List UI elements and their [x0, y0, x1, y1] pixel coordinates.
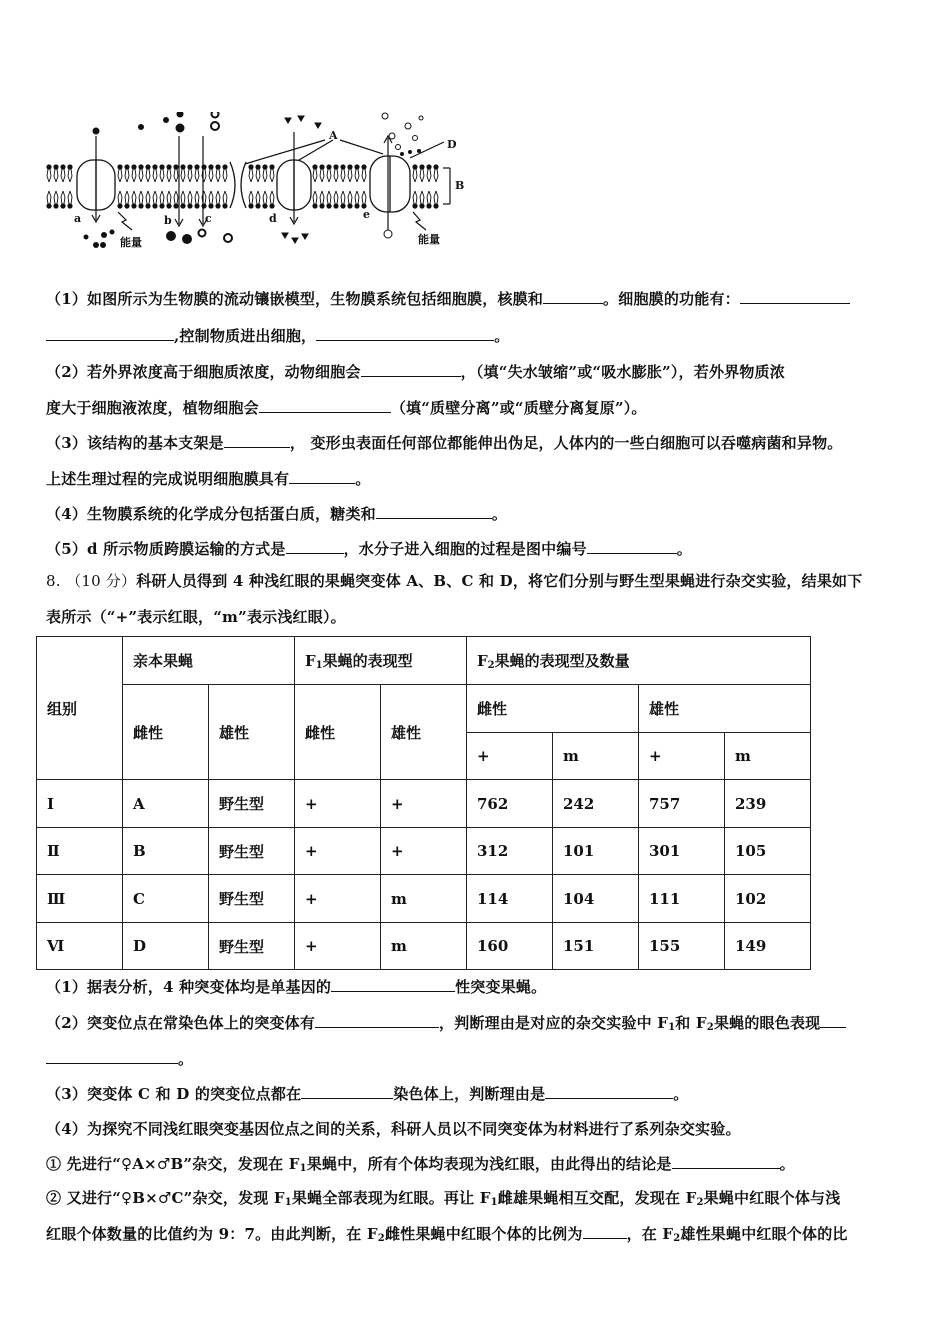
header-f2-female: 雌性 — [467, 685, 639, 733]
q7-blank-2[interactable] — [740, 289, 850, 304]
q8-blank-5[interactable] — [545, 1084, 673, 1099]
header-f1-male: 雄性 — [381, 685, 467, 780]
header-f2-male-m: m — [725, 733, 811, 780]
table-row — [37, 780, 811, 828]
q8-sub2-line2: 。 — [46, 1048, 193, 1069]
q8-blank-1[interactable] — [331, 977, 455, 992]
q7-part2-line2: 度大于细胞液浓度，植物细胞会 （填“质壁分离”或“质壁分离复原”）。 — [46, 399, 647, 417]
header-group: 组别 — [37, 637, 123, 780]
label-a: a — [74, 212, 82, 225]
table-cell: 312 — [467, 828, 553, 875]
table-cell: + — [295, 828, 381, 875]
q7-part1-line1: （1）如图所示为生物膜的流动镶嵌模型，生物膜系统包括细胞膜，核膜和 。细胞膜的功能有： — [46, 288, 850, 309]
q8-intro-line1: 8. （10 分）科研人员得到 4 种浅红眼的果蝇突变体 A、B、C 和 D，将它们分别与野生型果蝇进行杂交实验，结果如下 — [46, 572, 863, 590]
q7-part5: （5）d 所示物质跨膜运输的方式是 ，水分子进入细胞的过程是图中编号 。 — [46, 540, 692, 558]
energy-label-left: 能量 — [120, 236, 142, 249]
q8-sub1: （1）据表分析，4 种突变体均是单基因的 性突变果蝇。 — [46, 978, 547, 996]
header-f2-female-m: m — [553, 733, 639, 780]
header-f2-female-plus: + — [467, 733, 553, 780]
table-cell: D — [123, 923, 209, 970]
q7-part1-line2: ,控制物质进出细胞， 。 — [46, 325, 509, 346]
table-cell: + — [295, 875, 381, 923]
q7-blank-4[interactable] — [316, 326, 494, 341]
q7-blank-8[interactable] — [289, 469, 355, 484]
q7-blank-3[interactable] — [46, 326, 174, 341]
table-cell: 151 — [553, 923, 639, 970]
table-cell: 242 — [553, 780, 639, 828]
header-f1: $F_1$果蝇的表现型 — [295, 637, 467, 685]
q8-cross1: ① 先进行“♀A×♂B”杂交，发现在 $F_1$果蝇中，所有个体均表现为浅红眼，由此得出的结论是 。 — [46, 1155, 795, 1174]
table-cell: 155 — [639, 923, 725, 970]
q8-cross2-line1: ② 又进行“♀B×♂C”杂交，发现 $F_1$果蝇全部表现为红眼。再让 $F_1$雌雄果蝇相互交配，发现在 $F_2$果蝇中红眼个体与浅 — [46, 1189, 841, 1208]
label-e: e — [363, 208, 370, 221]
q8-sub4: （4）为探究不同浅红眼突变基因位点之间的关系，科研人员以不同突变体为材料进行了系列杂交实验。 — [46, 1120, 741, 1138]
results-table — [36, 636, 811, 970]
header-f1-female: 雌性 — [295, 685, 381, 780]
q7-part2-line1: （2）若外界浓度高于细胞质浓度，动物细胞会 ，（填“失水皱缩”或“吸水膨胀”），若外界物质浓 — [46, 363, 785, 381]
q8-intro-line2: 表所示（“+”表示红眼，“m”表示浅红眼）。 — [46, 608, 346, 626]
q8-blank-7[interactable] — [583, 1224, 627, 1239]
table-cell: C — [123, 875, 209, 923]
label-d: d — [269, 212, 277, 225]
table-cell: 301 — [639, 828, 725, 875]
table-cell: A — [123, 780, 209, 828]
table-cell: 111 — [639, 875, 725, 923]
q7-blank-9[interactable] — [376, 504, 492, 519]
table-cell: 757 — [639, 780, 725, 828]
table-cell: 762 — [467, 780, 553, 828]
table-cell: 野生型 — [209, 780, 295, 828]
q7-part3-line1: （3）该结构的基本支架是 ， 变形虫表面任何部位都能伸出伪足，人体内的一些白细胞可以吞噬病菌和异物。 — [46, 434, 843, 452]
q8-blank-4[interactable] — [301, 1084, 393, 1099]
q8-sub2-line1: （2）突变位点在常染色体上的突变体有 ，判断理由是对应的杂交实验中 $F_1$和 $F_2$果蝇的眼色表现 — [46, 1012, 846, 1033]
table-cell: B — [123, 828, 209, 875]
table-cell: 101 — [553, 828, 639, 875]
table-row — [37, 875, 811, 923]
table-cell: m — [381, 875, 467, 923]
header-parents: 亲本果蝇 — [123, 637, 295, 685]
q8-cross2-line2: 红眼个体数量的比值约为 9：7。由此判断，在 $F_2$雌性果蝇中红眼个体的比例为 ，在 $F_2$雄性果蝇中红眼个体的比 — [46, 1225, 848, 1244]
table-cell: + — [381, 828, 467, 875]
energy-label-right: 能量 — [418, 233, 440, 246]
label-b: b — [164, 214, 172, 227]
label-B: B — [455, 179, 465, 192]
table-cell: Ⅰ — [37, 780, 123, 828]
q8-sub3: （3）突变体 C 和 D 的突变位点都在 染色体上，判断理由是 。 — [46, 1085, 689, 1103]
q8-blank-6[interactable] — [672, 1154, 780, 1169]
table-cell: 105 — [725, 828, 811, 875]
header-f2-male-plus: + — [639, 733, 725, 780]
q7-part3-line2: 上述生理过程的完成说明细胞膜具有 。 — [46, 470, 371, 488]
q8-blank-3a[interactable] — [820, 1013, 846, 1028]
label-c: c — [205, 212, 212, 225]
table-cell: + — [381, 780, 467, 828]
table-cell: Ⅱ — [37, 828, 123, 875]
q7-blank-1[interactable] — [543, 289, 603, 304]
label-D: D — [447, 138, 457, 151]
table-cell: m — [381, 923, 467, 970]
q7-blank-5[interactable] — [361, 362, 461, 377]
table-cell: 野生型 — [209, 875, 295, 923]
q8-blank-2[interactable] — [315, 1013, 439, 1028]
table-cell: 160 — [467, 923, 553, 970]
label-A: A — [329, 129, 338, 142]
table-cell: + — [295, 923, 381, 970]
header-f2-male: 雄性 — [639, 685, 811, 733]
q7-blank-11[interactable] — [587, 539, 677, 554]
table-cell: Ⅵ — [37, 923, 123, 970]
q7-part4: （4）生物膜系统的化学成分包括蛋白质，糖类和 。 — [46, 505, 508, 523]
table-row — [37, 828, 811, 875]
table-cell: 104 — [553, 875, 639, 923]
q8-blank-3b[interactable] — [46, 1049, 178, 1064]
header-parent-female: 雌性 — [123, 685, 209, 780]
q7-blank-10[interactable] — [286, 539, 344, 554]
table-cell: 239 — [725, 780, 811, 828]
header-parent-male: 雄性 — [209, 685, 295, 780]
table-cell: 114 — [467, 875, 553, 923]
membrane-diagram — [40, 112, 480, 252]
table-cell: Ⅲ — [37, 875, 123, 923]
header-f2: $F_2$果蝇的表现型及数量 — [467, 637, 811, 685]
table-cell: 149 — [725, 923, 811, 970]
table-cell: 野生型 — [209, 923, 295, 970]
table-cell: 102 — [725, 875, 811, 923]
table-cell: 野生型 — [209, 828, 295, 875]
table-row — [37, 923, 811, 970]
q7-blank-7[interactable] — [224, 433, 290, 448]
table-cell: + — [295, 780, 381, 828]
q7-blank-6[interactable] — [259, 398, 391, 413]
